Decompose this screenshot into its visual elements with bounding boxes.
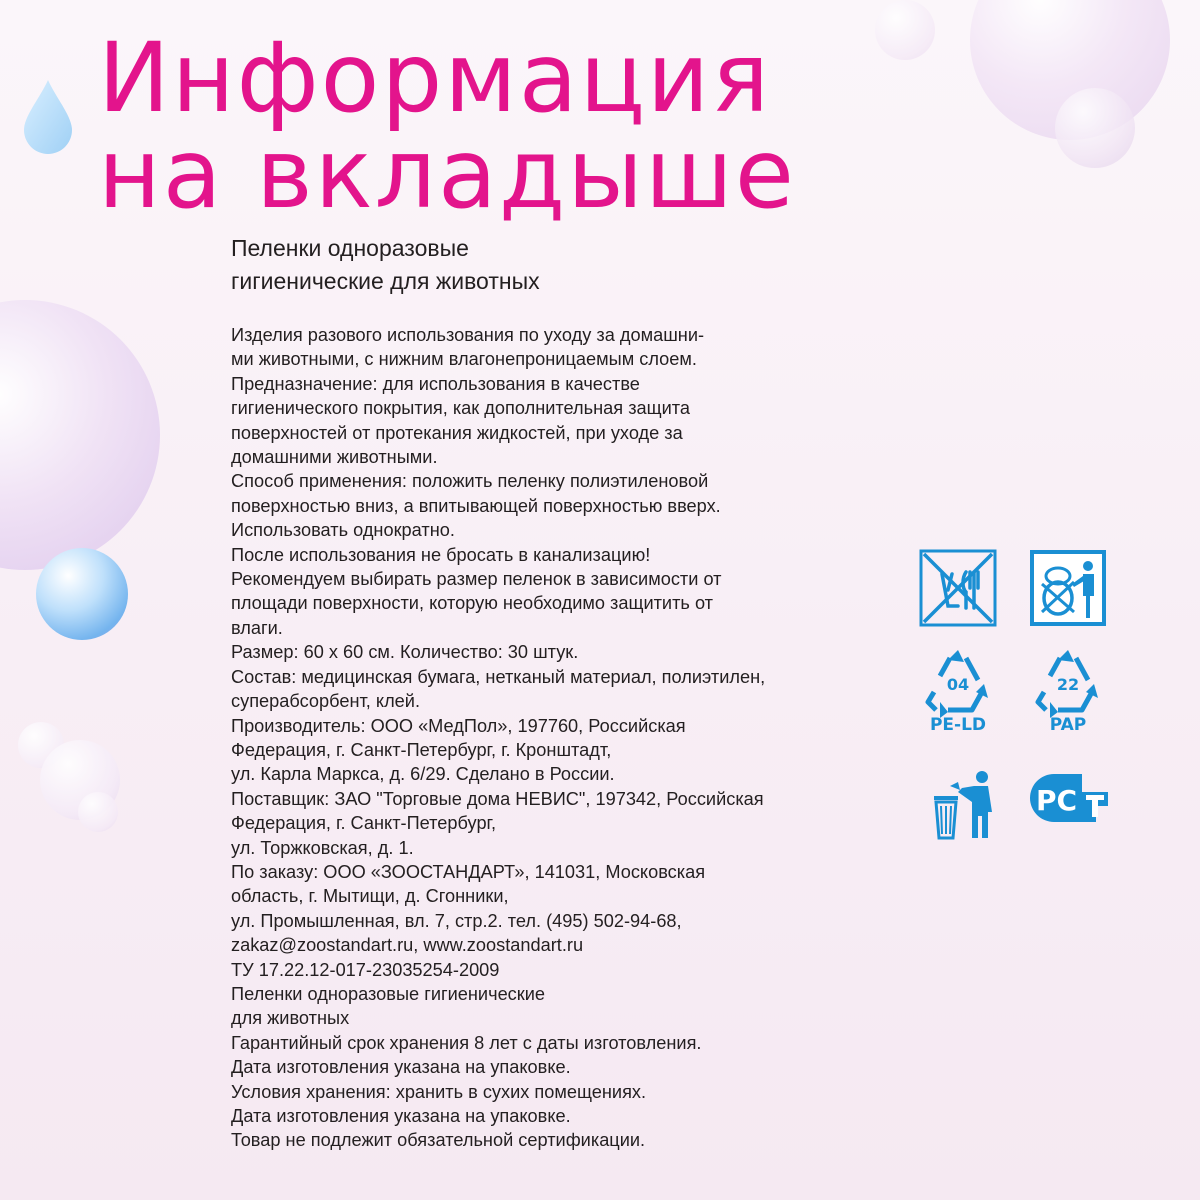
description-line: Федерация, г. Санкт-Петербург, г. Кронштадт, [231, 739, 612, 760]
description-line: ми животными, с нижним влагонепроницаемым слоем. [231, 349, 697, 370]
svg-text:РС: РС [1036, 784, 1078, 817]
description-line: Поставщик: ЗАО "Торговые дома НЕВИС", 197342, Российская [231, 788, 764, 809]
description-line: площади поверхности, которую необходимо защитить от [231, 593, 713, 614]
recycle-pap-icon [1028, 646, 1108, 738]
not-food-contact-icon [918, 548, 998, 628]
description-line: поверхностью вниз, а впитывающей поверхностью вверх. [231, 495, 721, 516]
description-line: Рекомендуем выбирать размер пеленок в зависимости от [231, 569, 722, 590]
description-line: Использовать однократно. [231, 520, 455, 541]
description-line: для животных [231, 1008, 350, 1029]
description-line: Способ применения: положить пеленку полиэтиленовой [231, 471, 709, 492]
recycle-code: PE-LD [929, 715, 987, 735]
description-line: область, г. Мытищи, д. Сгонники, [231, 886, 509, 907]
water-drop-icon [20, 78, 76, 158]
recycle-code: PAP [1049, 715, 1087, 735]
product-description [231, 323, 765, 1153]
rst-certification-icon [1026, 770, 1108, 826]
do-not-flush-icon [1028, 548, 1108, 628]
description-line: влаги. [231, 617, 283, 638]
description-line: Дата изготовления указана на упаковке. [231, 1106, 571, 1126]
description-line: Размер: 60 х 60 см. Количество: 30 штук. [231, 642, 579, 663]
description-line: zakaz@zoostandart.ru, www.zoostandart.ru [231, 935, 584, 956]
description-line: Состав: медицинская бумага, нетканый материал, полиэтилен, [231, 666, 766, 687]
title-line: на вкладыше [98, 118, 796, 230]
description-line: ул. Торжковская, д. 1. [231, 837, 414, 858]
description-line: поверхностей от протекания жидкостей, при уходе за [231, 422, 683, 443]
description-line: ТУ 17.22.12-017-23035254-2009 [231, 959, 500, 980]
description-line: Гарантийный срок хранения 8 лет с даты изготовления. [231, 1032, 702, 1053]
description-line: Предназначение: для использования в качестве [231, 373, 640, 394]
bubble-decoration [875, 0, 935, 60]
bubble-decoration [36, 548, 128, 640]
description-line: ул. Промышленная, вл. 7, стр.2. тел. (495) 502-94-68, [231, 910, 682, 931]
description-line: Изделия разового использования по уходу за домашни- [231, 325, 705, 345]
description-line: Производитель: ООО «МедПол», 197760, Российская [231, 715, 686, 736]
bubble-decoration [78, 792, 118, 832]
description-line: Условия хранения: хранить в сухих помещениях. [231, 1081, 647, 1102]
description-line: По заказу: ООО «ЗООСТАНДАРТ», 141031, Московская [231, 861, 706, 882]
recycle-pe-ld-icon [918, 646, 998, 738]
bubble-decoration [0, 300, 160, 570]
recycle-number: 04 [946, 675, 970, 694]
description-line: Федерация, г. Санкт-Петербург, [231, 813, 497, 834]
description-line: домашними животными. [231, 447, 438, 468]
product-name [231, 232, 540, 298]
description-line: гигиенического покрытия, как дополнительная защита [231, 398, 691, 419]
description-line: После использования не бросать в канализацию! [231, 544, 651, 565]
dispose-in-bin-icon [928, 768, 1000, 840]
description-line: ул. Карла Маркса, д. 6/29. Сделано в России. [231, 764, 615, 785]
product-name-line: гигиенические для животных [231, 268, 540, 294]
description-line: Товар не подлежит обязательной сертификации. [231, 1130, 646, 1151]
product-name-line: Пеленки одноразовые [231, 235, 469, 261]
description-line: Дата изготовления указана на упаковке. [231, 1057, 571, 1078]
page-title [98, 22, 796, 230]
description-line: Пеленки одноразовые гигиенические [231, 983, 546, 1004]
description-line: суперабсорбент, клей. [231, 691, 421, 712]
bubble-decoration [1055, 88, 1135, 168]
title-line: Информация [98, 22, 772, 134]
recycle-number: 22 [1056, 675, 1080, 694]
